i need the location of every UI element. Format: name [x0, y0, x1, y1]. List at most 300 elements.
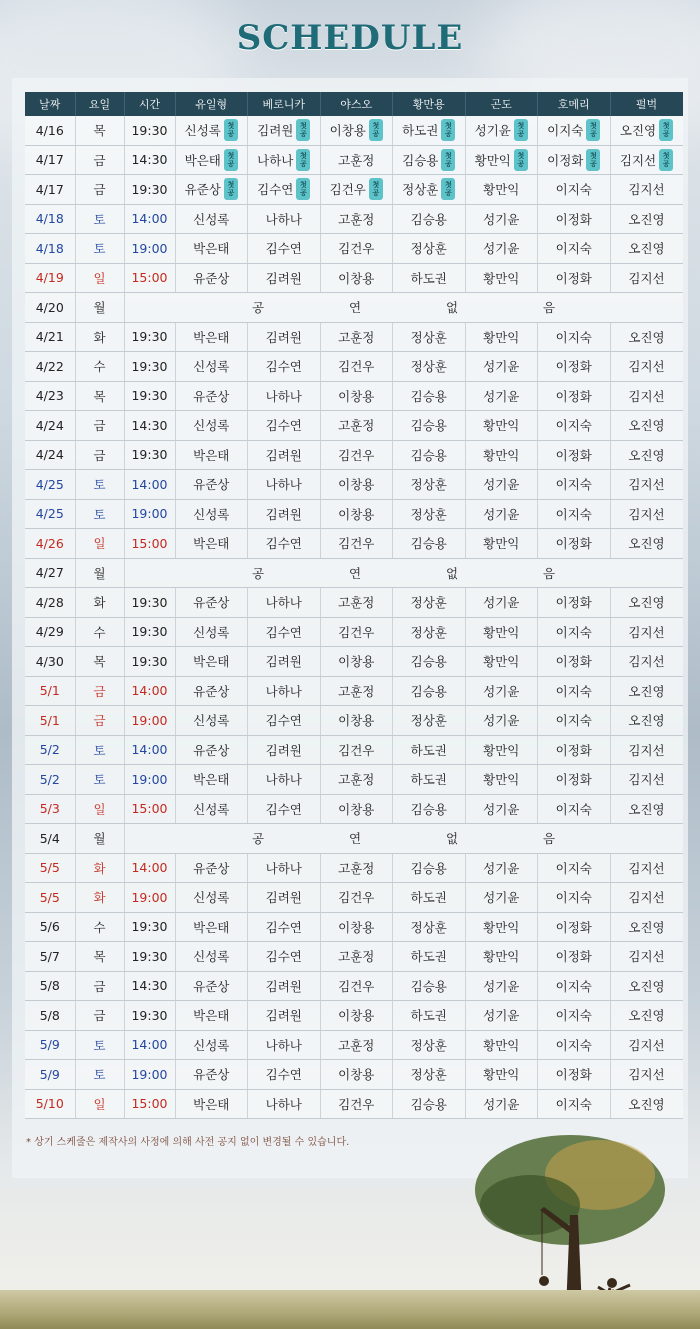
- actor-name: 이지숙: [555, 329, 592, 345]
- table-row: [25, 440, 683, 470]
- actor-name: 이창용: [338, 1008, 375, 1024]
- actor-name: 김수연: [265, 949, 302, 965]
- cell-cast-yasuo: [320, 411, 393, 441]
- cell-cast-gondo: [465, 470, 538, 500]
- cell-day: 토: [75, 1060, 124, 1090]
- cell-cast-gondo: [465, 942, 538, 972]
- cell-date: 5/9: [25, 1030, 75, 1060]
- actor-name: 하도권: [410, 772, 447, 788]
- cell-day: 일: [75, 263, 124, 293]
- actor-name: 정상훈: [410, 477, 447, 493]
- cell-time: 19:30: [124, 912, 175, 942]
- cell-day: 수: [75, 352, 124, 382]
- cell-cast-gondo: [465, 116, 538, 145]
- actor-name: 정상훈: [410, 506, 447, 522]
- cell-cast-homeri: [538, 588, 611, 618]
- cell-cast-yasuo: [320, 1030, 393, 1060]
- actor-name: 이창용: [338, 1067, 375, 1083]
- cell-cast-pearlbuck: [610, 1030, 683, 1060]
- cell-cast-gondo: [465, 617, 538, 647]
- cell-cast-yasuo: [320, 735, 393, 765]
- table-row: [25, 735, 683, 765]
- cell-cast-yuilhyeong: [175, 1001, 248, 1031]
- first-show-badge: 첫 공: [224, 178, 238, 200]
- cell-day: 월: [75, 293, 124, 323]
- cell-cast-gondo: [465, 794, 538, 824]
- actor-name: 김승용: [410, 1096, 447, 1112]
- cell-cast-pearlbuck: [610, 116, 683, 145]
- actor-name: 하도권: [410, 1008, 447, 1024]
- cell-cast-homeri: [538, 411, 611, 441]
- cell-cast-yasuo: [320, 971, 393, 1001]
- actor-name: 정상훈: [410, 595, 447, 611]
- actor-name: 유준상: [193, 860, 230, 876]
- header-role-yuilhyeong: 유일형: [175, 92, 248, 116]
- actor-name: 이지숙: [555, 506, 592, 522]
- actor-name: 박은태: [193, 447, 230, 463]
- cell-cast-hwangmanyong: [393, 440, 466, 470]
- actor-name: 유준상: [193, 270, 230, 286]
- cell-cast-homeri: [538, 529, 611, 559]
- actor-name: 이지숙: [555, 890, 592, 906]
- page-title: SCHEDULE: [236, 18, 464, 58]
- cell-cast-yuilhyeong: [175, 263, 248, 293]
- cell-cast-yuilhyeong: [175, 529, 248, 559]
- cell-date: 4/19: [25, 263, 75, 293]
- cell-cast-veronica: [248, 411, 321, 441]
- cell-cast-hwangmanyong: [393, 470, 466, 500]
- actor-name: 이창용: [338, 477, 375, 493]
- cell-cast-yuilhyeong: [175, 145, 248, 175]
- actor-name: 나하나: [265, 683, 302, 699]
- cell-cast-homeri: [538, 794, 611, 824]
- actor-name: 김려원: [265, 890, 302, 906]
- cell-date: 4/18: [25, 204, 75, 234]
- cell-cast-pearlbuck: [610, 204, 683, 234]
- actor-name: 김려원: [265, 1008, 302, 1024]
- cell-date: 5/1: [25, 706, 75, 736]
- actor-name: 이정화: [555, 595, 592, 611]
- table-row: [25, 853, 683, 883]
- actor-name: 나하나: [265, 860, 302, 876]
- cell-cast-veronica: [248, 912, 321, 942]
- cell-time: 15:00: [124, 1089, 175, 1119]
- cell-date: 4/17: [25, 175, 75, 205]
- actor-name: 이지숙: [555, 1008, 592, 1024]
- cell-time: 19:00: [124, 883, 175, 913]
- actor-name: 김수연: [265, 418, 302, 434]
- actor-name: 김지선: [628, 742, 665, 758]
- cell-cast-hwangmanyong: [393, 794, 466, 824]
- grass-ground: [0, 1290, 700, 1329]
- actor-name: 오진영: [628, 919, 665, 935]
- actor-name: 성기윤: [483, 241, 520, 257]
- cell-cast-veronica: [248, 175, 321, 205]
- actor-name: 김승용: [410, 418, 447, 434]
- cell-cast-hwangmanyong: [393, 175, 466, 205]
- actor-name: 황만익: [483, 742, 520, 758]
- cell-cast-yasuo: [320, 765, 393, 795]
- actor-name: 김려원: [265, 978, 302, 994]
- cell-time: 19:30: [124, 322, 175, 352]
- header-role-hwangmanyong: 황만용: [393, 92, 466, 116]
- no-performance-text: [125, 829, 683, 847]
- actor-name: 성기윤: [483, 801, 520, 817]
- first-show-badge: 첫 공: [659, 119, 673, 141]
- cell-cast-pearlbuck: [610, 942, 683, 972]
- actor-name: 이창용: [338, 654, 375, 670]
- table-row: [25, 322, 683, 352]
- actor-name: 김지선: [619, 152, 657, 168]
- actor-name: 오진영: [628, 713, 665, 729]
- actor-name: 박은태: [193, 654, 230, 670]
- no-performance-text: [125, 298, 683, 316]
- no-performance-char: 없: [445, 565, 459, 581]
- cell-cast-gondo: [465, 440, 538, 470]
- cell-date: 5/9: [25, 1060, 75, 1090]
- actor-name: 고훈정: [338, 1037, 375, 1053]
- actor-name: 정상훈: [410, 359, 447, 375]
- actor-name: 박은태: [193, 919, 230, 935]
- table-row: [25, 175, 683, 205]
- actor-name: 신성록: [193, 949, 230, 965]
- actor-name: 유준상: [193, 595, 230, 611]
- table-row: [25, 204, 683, 234]
- actor-name: 김승용: [402, 152, 439, 168]
- cell-cast-gondo: [465, 647, 538, 677]
- cell-cast-homeri: [538, 971, 611, 1001]
- table-row: [25, 883, 683, 913]
- actor-name: 김려원: [265, 329, 302, 345]
- actor-name: 하도권: [410, 742, 447, 758]
- table-row: [25, 145, 683, 175]
- cell-time: 14:30: [124, 411, 175, 441]
- cell-cast-gondo: [465, 499, 538, 529]
- actor-name: 나하나: [265, 595, 302, 611]
- cell-cast-gondo: [465, 234, 538, 264]
- first-show-badge: 첫 공: [224, 149, 238, 171]
- cell-day: 토: [75, 234, 124, 264]
- actor-name: 이정화: [555, 536, 592, 552]
- no-performance-char: 공: [251, 831, 265, 847]
- actor-name: 나하나: [265, 477, 302, 493]
- cell-cast-yuilhyeong: [175, 942, 248, 972]
- actor-name: 김건우: [338, 1096, 375, 1112]
- cell-cast-gondo: [465, 706, 538, 736]
- cell-cast-gondo: [465, 204, 538, 234]
- cell-cast-yasuo: [320, 942, 393, 972]
- cell-cast-homeri: [538, 706, 611, 736]
- no-performance-char: 공: [251, 300, 265, 316]
- actor-name: 김려원: [257, 123, 294, 139]
- actor-name: 김지선: [628, 624, 665, 640]
- cell-cast-veronica: [248, 1001, 321, 1031]
- actor-name: 나하나: [265, 211, 302, 227]
- table-row: [25, 1001, 683, 1031]
- cell-cast-hwangmanyong: [393, 676, 466, 706]
- cell-cast-veronica: [248, 883, 321, 913]
- table-row: [25, 912, 683, 942]
- child-running-icon: [607, 1278, 617, 1288]
- cell-day: 수: [75, 617, 124, 647]
- actor-name: 이정화: [555, 447, 592, 463]
- first-show-badge: 첫 공: [296, 178, 310, 200]
- cell-day: 일: [75, 1089, 124, 1119]
- cell-cast-pearlbuck: [610, 735, 683, 765]
- actor-name: 김건우: [338, 447, 375, 463]
- cell-time: 14:00: [124, 1030, 175, 1060]
- table-row: [25, 1060, 683, 1090]
- actor-name: 김건우: [338, 536, 375, 552]
- cell-cast-homeri: [538, 322, 611, 352]
- actor-name: 고훈정: [338, 152, 375, 168]
- cell-cast-veronica: [248, 145, 321, 175]
- cell-date: 4/16: [25, 116, 75, 145]
- actor-name: 이창용: [338, 801, 375, 817]
- actor-name: 이지숙: [547, 123, 584, 139]
- actor-name: 김건우: [338, 890, 375, 906]
- cell-cast-veronica: [248, 735, 321, 765]
- table-row: [25, 234, 683, 264]
- actor-name: 김지선: [628, 388, 665, 404]
- header-role-veronica: 베로니카: [248, 92, 321, 116]
- cell-day: 목: [75, 381, 124, 411]
- cell-cast-yasuo: [320, 1060, 393, 1090]
- actor-name: 이지숙: [555, 978, 592, 994]
- cell-cast-hwangmanyong: [393, 765, 466, 795]
- actor-name: 오진영: [628, 978, 665, 994]
- cell-date: 5/2: [25, 765, 75, 795]
- actor-name: 황만익: [483, 447, 520, 463]
- cell-cast-yuilhyeong: [175, 116, 248, 145]
- cell-cast-yasuo: [320, 1089, 393, 1119]
- cell-time: 14:30: [124, 145, 175, 175]
- cell-cast-gondo: [465, 971, 538, 1001]
- cell-cast-yasuo: [320, 853, 393, 883]
- cell-day: 월: [75, 824, 124, 854]
- actor-name: 이정화: [555, 388, 592, 404]
- actor-name: 성기윤: [474, 123, 511, 139]
- no-performance-cell: [124, 558, 683, 588]
- cell-cast-hwangmanyong: [393, 647, 466, 677]
- actor-name: 오진영: [628, 418, 665, 434]
- cell-cast-veronica: [248, 263, 321, 293]
- actor-name: 고훈정: [338, 860, 375, 876]
- cell-cast-yasuo: [320, 676, 393, 706]
- cell-cast-homeri: [538, 263, 611, 293]
- table-row: [25, 381, 683, 411]
- cell-cast-yasuo: [320, 145, 393, 175]
- actor-name: 신성록: [184, 123, 221, 139]
- cell-cast-hwangmanyong: [393, 263, 466, 293]
- no-performance-char: 음: [542, 565, 556, 581]
- actor-name: 오진영: [628, 683, 665, 699]
- actor-name: 신성록: [193, 359, 230, 375]
- actor-name: 황만익: [483, 654, 520, 670]
- cell-cast-hwangmanyong: [393, 529, 466, 559]
- actor-name: 박은태: [193, 241, 230, 257]
- cell-cast-pearlbuck: [610, 470, 683, 500]
- cell-cast-homeri: [538, 145, 611, 175]
- cell-cast-gondo: [465, 912, 538, 942]
- table-row: [25, 706, 683, 736]
- cell-cast-hwangmanyong: [393, 912, 466, 942]
- actor-name: 고훈정: [338, 683, 375, 699]
- no-performance-char: 연: [348, 565, 362, 581]
- actor-name: 황만익: [483, 536, 520, 552]
- cell-day: 수: [75, 912, 124, 942]
- actor-name: 김려원: [265, 742, 302, 758]
- cell-cast-pearlbuck: [610, 971, 683, 1001]
- cell-date: 5/5: [25, 853, 75, 883]
- actor-name: 나하나: [265, 772, 302, 788]
- cell-cast-pearlbuck: [610, 499, 683, 529]
- actor-name: 성기윤: [483, 978, 520, 994]
- cell-cast-gondo: [465, 263, 538, 293]
- cell-date: 5/7: [25, 942, 75, 972]
- actor-name: 김지선: [628, 506, 665, 522]
- cell-cast-hwangmanyong: [393, 1060, 466, 1090]
- actor-name: 박은태: [193, 772, 230, 788]
- cell-cast-hwangmanyong: [393, 617, 466, 647]
- cell-cast-veronica: [248, 529, 321, 559]
- cell-day: 목: [75, 942, 124, 972]
- cell-day: 금: [75, 145, 124, 175]
- actor-name: 성기윤: [483, 890, 520, 906]
- cell-cast-veronica: [248, 647, 321, 677]
- actor-name: 황만익: [483, 919, 520, 935]
- cell-cast-veronica: [248, 352, 321, 382]
- actor-name: 성기윤: [483, 359, 520, 375]
- cell-cast-yuilhyeong: [175, 352, 248, 382]
- first-show-badge: 첫 공: [586, 149, 600, 171]
- cell-cast-homeri: [538, 735, 611, 765]
- cell-cast-yuilhyeong: [175, 175, 248, 205]
- cell-cast-gondo: [465, 145, 538, 175]
- cell-day: 금: [75, 411, 124, 441]
- actor-name: 김지선: [628, 949, 665, 965]
- actor-name: 김려원: [265, 506, 302, 522]
- cell-cast-homeri: [538, 765, 611, 795]
- cell-cast-veronica: [248, 942, 321, 972]
- cell-cast-pearlbuck: [610, 411, 683, 441]
- cell-cast-yasuo: [320, 499, 393, 529]
- cell-cast-yuilhyeong: [175, 1089, 248, 1119]
- actor-name: 김승용: [410, 211, 447, 227]
- cell-time: 19:30: [124, 942, 175, 972]
- actor-name: 황만익: [483, 1037, 520, 1053]
- actor-name: 황만익: [483, 772, 520, 788]
- actor-name: 유준상: [184, 182, 221, 198]
- actor-name: 이창용: [338, 388, 375, 404]
- actor-name: 오진영: [619, 123, 657, 139]
- cell-date: 4/22: [25, 352, 75, 382]
- actor-name: 김수연: [265, 801, 302, 817]
- cell-cast-homeri: [538, 381, 611, 411]
- cell-date: 5/1: [25, 676, 75, 706]
- cell-cast-pearlbuck: [610, 617, 683, 647]
- actor-name: 나하나: [265, 1096, 302, 1112]
- table-header-row: [25, 92, 683, 116]
- cell-time: 19:00: [124, 765, 175, 795]
- cell-cast-veronica: [248, 853, 321, 883]
- table-row: [25, 824, 683, 854]
- cell-cast-hwangmanyong: [393, 706, 466, 736]
- first-show-badge: 첫 공: [586, 119, 600, 141]
- actor-name: 이창용: [329, 123, 366, 139]
- cell-cast-homeri: [538, 204, 611, 234]
- cell-date: 4/26: [25, 529, 75, 559]
- cell-cast-yuilhyeong: [175, 588, 248, 618]
- actor-name: 나하나: [265, 1037, 302, 1053]
- actor-name: 이정화: [555, 270, 592, 286]
- actor-name: 정상훈: [410, 241, 447, 257]
- cell-cast-pearlbuck: [610, 1089, 683, 1119]
- cell-cast-homeri: [538, 440, 611, 470]
- actor-name: 성기윤: [483, 506, 520, 522]
- actor-name: 황만익: [483, 329, 520, 345]
- actor-name: 유준상: [193, 683, 230, 699]
- first-show-badge: 첫 공: [441, 149, 455, 171]
- cell-date: 4/25: [25, 470, 75, 500]
- cell-cast-pearlbuck: [610, 912, 683, 942]
- actor-name: 이지숙: [555, 1037, 592, 1053]
- cell-day: 토: [75, 470, 124, 500]
- cell-cast-yasuo: [320, 912, 393, 942]
- cell-day: 화: [75, 883, 124, 913]
- actor-name: 이창용: [338, 713, 375, 729]
- cell-cast-yasuo: [320, 470, 393, 500]
- cell-date: 4/21: [25, 322, 75, 352]
- cell-cast-hwangmanyong: [393, 234, 466, 264]
- actor-name: 신성록: [193, 506, 230, 522]
- cell-cast-veronica: [248, 204, 321, 234]
- table-row: [25, 411, 683, 441]
- cell-date: 4/23: [25, 381, 75, 411]
- actor-name: 성기윤: [483, 211, 520, 227]
- first-show-badge: 첫 공: [369, 178, 383, 200]
- actor-name: 고훈정: [338, 595, 375, 611]
- actor-name: 정상훈: [410, 1037, 447, 1053]
- actor-name: 성기윤: [483, 713, 520, 729]
- actor-name: 오진영: [628, 1096, 665, 1112]
- first-show-badge: 첫 공: [514, 149, 528, 171]
- actor-name: 하도권: [402, 123, 439, 139]
- cell-cast-yuilhyeong: [175, 676, 248, 706]
- cell-cast-yuilhyeong: [175, 912, 248, 942]
- cell-cast-yuilhyeong: [175, 617, 248, 647]
- cell-cast-hwangmanyong: [393, 588, 466, 618]
- cell-cast-veronica: [248, 794, 321, 824]
- actor-name: 이정화: [555, 654, 592, 670]
- actor-name: 성기윤: [483, 477, 520, 493]
- actor-name: 이창용: [338, 919, 375, 935]
- cell-time: 19:00: [124, 499, 175, 529]
- actor-name: 김지선: [628, 860, 665, 876]
- actor-name: 김지선: [628, 270, 665, 286]
- actor-name: 정상훈: [410, 1067, 447, 1083]
- cell-cast-homeri: [538, 234, 611, 264]
- actor-name: 정상훈: [402, 182, 439, 198]
- cell-date: 5/10: [25, 1089, 75, 1119]
- cell-cast-yuilhyeong: [175, 735, 248, 765]
- cell-cast-gondo: [465, 765, 538, 795]
- cell-cast-yasuo: [320, 706, 393, 736]
- cell-date: 4/29: [25, 617, 75, 647]
- no-performance-char: 없: [445, 831, 459, 847]
- actor-name: 오진영: [628, 595, 665, 611]
- cell-cast-yuilhyeong: [175, 204, 248, 234]
